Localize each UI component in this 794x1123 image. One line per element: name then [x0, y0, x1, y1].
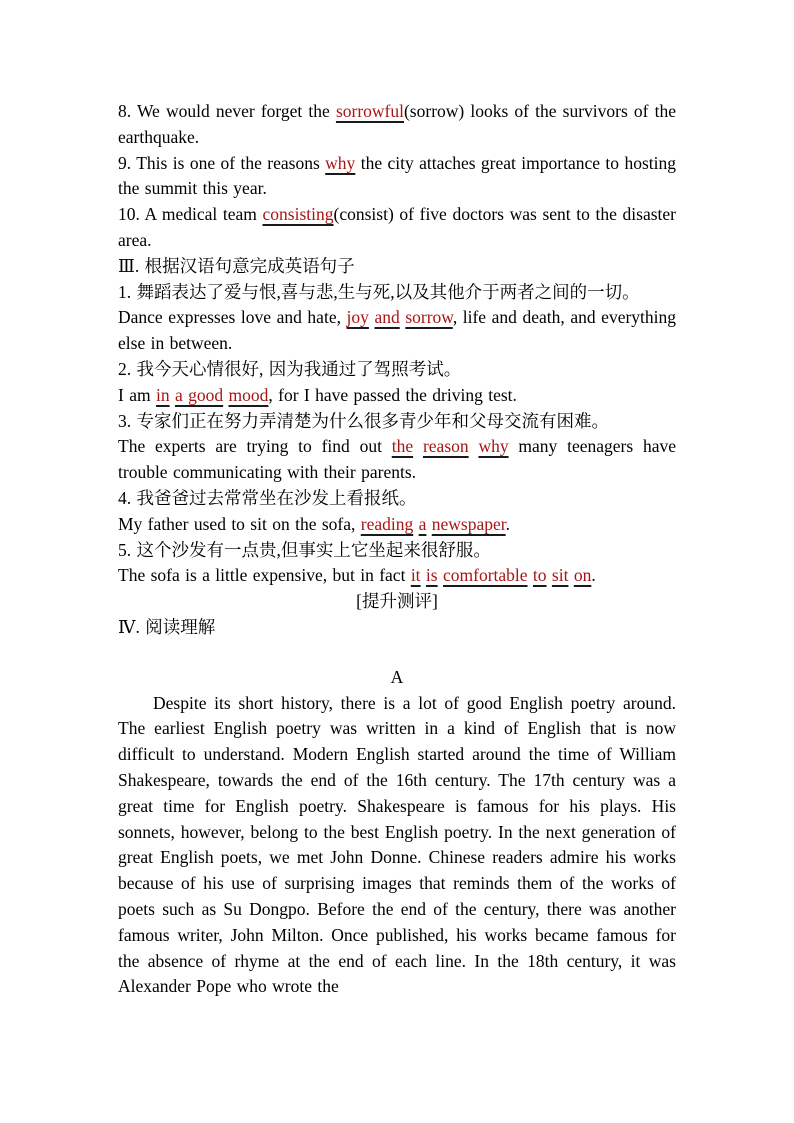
reading-passage: Despite its short history, there is a lot of good English poetry around. The earliest English poetry was written in a kind of English that is now difficult to understand. Modern English started around the time of William Shakespeare, towards the end of the 16th century. The 17th century was a great time for English poetry. Shakespeare is famous for his plays. His sonnets, however, belong to the best English poetry. In the next generation of great English poets, we met John Donne. Chinese readers admire his works because of his use of surprising images that reminds them of the works of poets such as Su Dongpo. Before the end of the century, there was another famous writer, John Milton. Once published, his works became famous for the absence of rhyme at the end of each line. In the 18th century, it was Alexander Pope who wrote the — [118, 692, 676, 997]
text-run: 8. We would never forget the — [118, 101, 336, 121]
assessment-label: [提升测评] — [356, 591, 438, 612]
section-iii-heading: Ⅲ. 根据汉语句意完成英语句子 — [118, 255, 355, 276]
text-run: many teenagers have trouble communicating with their parents. — [118, 436, 677, 483]
answer-blank: a good — [174, 384, 224, 405]
text-run: the city attaches great importance to hosting the summit this year. — [118, 152, 676, 199]
answer-blank: is — [425, 565, 438, 586]
document-content — [118, 99, 676, 1000]
item-2-chinese: 2. 我今天心情很好, 因为我通过了驾照考试。 — [118, 358, 462, 379]
answer-blank: sorrow — [405, 307, 453, 328]
text-run: 9. This is one of the reasons — [118, 152, 326, 173]
answer-blank: consisting — [262, 204, 334, 225]
item-9 — [118, 151, 676, 203]
answer-blank: comfortable — [442, 565, 528, 586]
answer-blank: reading — [360, 513, 414, 534]
text-run: , for I have passed the driving test. — [268, 384, 517, 405]
item-5-english — [118, 563, 676, 589]
item-3-english — [118, 434, 676, 486]
text-run: . — [505, 513, 511, 534]
answer-blank: joy — [346, 307, 369, 328]
answer-blank: sit — [551, 565, 569, 586]
item-3-chinese: 3. 专家们正在努力弄清楚为什么很多青少年和父母交流有困难。 — [118, 410, 609, 431]
answer-blank: newspaper — [431, 513, 506, 534]
item-1-chinese: 1. 舞蹈表达了爱与恨,喜与悲,生与死,以及其他介于两者之间的一切。 — [118, 281, 640, 302]
text-run: 10. A medical team — [118, 204, 263, 225]
item-5-chinese: 5. 这个沙发有一点贵,但事实上它坐起来很舒服。 — [118, 539, 491, 560]
answer-blank: in — [155, 384, 170, 405]
item-4-english — [118, 512, 676, 538]
answer-blank: the — [391, 436, 414, 457]
answer-blank: why — [478, 436, 509, 457]
answer-blank: mood — [228, 384, 269, 405]
answer-blank: to — [532, 565, 547, 586]
text-run: My father used to sit on the sofa, — [118, 513, 361, 534]
text-run — [413, 436, 423, 456]
answer-blank: sorrowful — [335, 101, 404, 121]
item-4-chinese: 4. 我爸爸过去常常坐在沙发上看报纸。 — [118, 487, 417, 508]
text-run: The experts are trying to find out — [118, 436, 392, 457]
item-10 — [118, 202, 676, 254]
answer-blank: a — [418, 513, 427, 534]
text-run: (consist) of five doctors was sent to the disaster area. — [118, 204, 676, 250]
text-run: . — [591, 565, 596, 586]
section-iv-heading: Ⅳ. 阅读理解 — [118, 616, 216, 637]
answer-blank: reason — [422, 436, 469, 457]
text-run — [469, 436, 479, 456]
answer-blank: why — [325, 152, 356, 173]
item-1-english — [118, 305, 676, 357]
passage-a-label: A — [390, 666, 404, 687]
text-run: Dance expresses love and hate, — [118, 307, 347, 328]
answer-blank: it — [410, 565, 421, 586]
text-run: I am — [118, 384, 156, 405]
item-8 — [118, 99, 676, 151]
item-2-english — [118, 383, 676, 409]
answer-blank: on — [573, 565, 592, 586]
answer-blank: and — [374, 307, 400, 328]
text-run: (sorrow) looks of the survivors of the earthquake. — [118, 101, 676, 147]
text-run: , life and death, and everything else in between. — [118, 307, 677, 354]
text-run: The sofa is a little expensive, but in fact — [118, 565, 411, 586]
